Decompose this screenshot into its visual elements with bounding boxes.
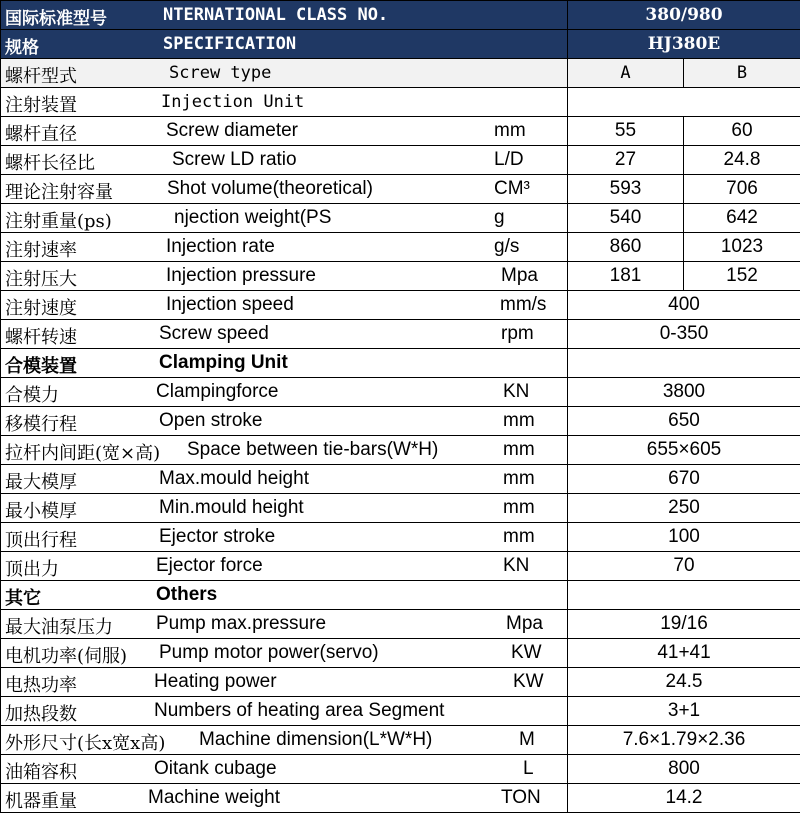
row-zh: 顶出力 — [5, 559, 59, 580]
row-label-cell — [1, 494, 568, 523]
row-en: Space between tie-bars(W*H) — [187, 439, 439, 460]
row-label-cell — [1, 146, 568, 175]
row-unit: L — [523, 758, 534, 779]
row-zh: 注射速率 — [5, 240, 77, 261]
class-value: 380/980 — [568, 1, 800, 30]
row-value-b: 60 — [684, 117, 800, 146]
header-spec-label-cell — [1, 30, 568, 59]
header-spec-row — [1, 30, 800, 59]
row-zh: 加热段数 — [5, 704, 77, 725]
row-label-cell — [1, 639, 568, 668]
row-unit: M — [519, 729, 535, 750]
clamping-unit-heading-row — [1, 349, 800, 378]
row-unit: KW — [511, 642, 542, 663]
row-zh: 注射压大 — [5, 269, 77, 290]
row-unit: mm — [503, 497, 535, 518]
row-label-cell — [1, 262, 568, 291]
row-zh: 螺杆长径比 — [5, 153, 95, 174]
row-value: 0-350 — [568, 320, 800, 349]
table-row — [1, 494, 800, 523]
row-unit: CM³ — [494, 178, 530, 199]
clamping-unit-empty-cell — [568, 349, 800, 378]
injection-unit-zh: 注射装置 — [5, 95, 77, 116]
table-row — [1, 436, 800, 465]
row-value: 670 — [568, 465, 800, 494]
row-en: njection weight(PS — [174, 207, 332, 228]
screw-type-label-cell — [1, 59, 568, 88]
row-en: Min.mould height — [159, 497, 304, 518]
class-en: NTERNATIONAL CLASS NO. — [163, 5, 389, 25]
row-label-cell — [1, 175, 568, 204]
row-value-b: 1023 — [684, 233, 800, 262]
table-row — [1, 117, 800, 146]
table-row — [1, 378, 800, 407]
table-row — [1, 639, 800, 668]
row-value: 655×605 — [568, 436, 800, 465]
row-value: 3+1 — [568, 697, 800, 726]
clamping-unit-zh: 合模装置 — [5, 356, 77, 377]
row-unit: g — [494, 207, 505, 228]
table-row — [1, 320, 800, 349]
screw-type-zh: 螺杆型式 — [5, 66, 77, 87]
table-row — [1, 233, 800, 262]
others-empty-cell — [568, 581, 800, 610]
row-label-cell — [1, 320, 568, 349]
row-value-b: 642 — [684, 204, 800, 233]
table-row — [1, 262, 800, 291]
row-zh: 油箱容积 — [5, 762, 77, 783]
row-en: Injection rate — [166, 236, 275, 257]
others-en: Others — [156, 584, 218, 605]
row-label-cell — [1, 233, 568, 262]
row-zh: 螺杆转速 — [5, 327, 77, 348]
injection-unit-label-cell — [1, 88, 568, 117]
row-label-cell — [1, 465, 568, 494]
row-label-cell — [1, 436, 568, 465]
table-row — [1, 552, 800, 581]
screw-type-row — [1, 59, 800, 88]
row-en: Screw LD ratio — [172, 149, 297, 170]
row-unit: Mpa — [506, 613, 543, 634]
injection-unit-heading-row — [1, 88, 800, 117]
row-en: Clampingforce — [156, 381, 279, 402]
table-row — [1, 465, 800, 494]
row-value-a: 55 — [568, 117, 684, 146]
table-row — [1, 697, 800, 726]
row-en: Open stroke — [159, 410, 263, 431]
row-unit: KW — [513, 671, 544, 692]
row-zh: 注射速度 — [5, 298, 77, 319]
row-value: 19/16 — [568, 610, 800, 639]
row-unit: TON — [501, 787, 541, 808]
row-en: Injection pressure — [166, 265, 316, 286]
spec-en: SPECIFICATION — [163, 34, 297, 54]
row-en: Shot volume(theoretical) — [167, 178, 373, 199]
row-unit: mm — [494, 120, 526, 141]
table-row — [1, 175, 800, 204]
row-zh: 电热功率 — [5, 675, 77, 696]
row-en: Numbers of heating area Segment — [154, 700, 445, 721]
table-row — [1, 407, 800, 436]
row-zh: 移模行程 — [5, 414, 77, 435]
row-value: 41+41 — [568, 639, 800, 668]
row-unit: KN — [503, 555, 530, 576]
row-value: 400 — [568, 291, 800, 320]
row-en: Machine weight — [148, 787, 281, 808]
table-row — [1, 523, 800, 552]
injection-unit-empty-cell — [568, 88, 800, 117]
row-en: Screw speed — [159, 323, 269, 344]
row-zh: 电机功率(伺服) — [5, 646, 128, 667]
row-zh: 拉杆内间距(宽×高) — [5, 443, 161, 464]
row-en: Ejector stroke — [159, 526, 276, 547]
screw-type-en: Screw type — [169, 63, 272, 83]
table-row — [1, 755, 800, 784]
screw-type-b: B — [684, 59, 800, 88]
class-zh: 国际标准型号 — [5, 9, 107, 29]
row-label-cell — [1, 378, 568, 407]
row-en: Machine dimension(L*W*H) — [199, 729, 433, 750]
row-value-b: 152 — [684, 262, 800, 291]
row-en: Pump max.pressure — [156, 613, 327, 634]
row-value-a: 593 — [568, 175, 684, 204]
row-label-cell — [1, 407, 568, 436]
row-en: Max.mould height — [159, 468, 309, 489]
row-label-cell — [1, 784, 568, 813]
clamping-unit-label-cell — [1, 349, 568, 378]
row-label-cell — [1, 291, 568, 320]
row-value: 70 — [568, 552, 800, 581]
row-label-cell — [1, 204, 568, 233]
row-value-a: 860 — [568, 233, 684, 262]
row-zh: 机器重量 — [5, 791, 77, 812]
screw-type-a: A — [568, 59, 684, 88]
row-unit: mm — [503, 526, 535, 547]
row-value-a: 27 — [568, 146, 684, 175]
row-value: 650 — [568, 407, 800, 436]
row-value-b: 706 — [684, 175, 800, 204]
row-en: Oitank cubage — [154, 758, 277, 779]
row-zh: 最小模厚 — [5, 501, 77, 522]
table-row — [1, 610, 800, 639]
injection-unit-en: Injection Unit — [161, 92, 305, 112]
row-value-a: 181 — [568, 262, 684, 291]
row-value-a: 540 — [568, 204, 684, 233]
row-value: 800 — [568, 755, 800, 784]
clamping-unit-en: Clamping Unit — [159, 352, 288, 373]
spec-zh: 规格 — [5, 38, 39, 58]
row-unit: mm — [503, 468, 535, 489]
row-value: 7.6×1.79×2.36 — [568, 726, 800, 755]
row-value: 24.5 — [568, 668, 800, 697]
table-row — [1, 784, 800, 813]
row-label-cell — [1, 117, 568, 146]
others-zh: 其它 — [5, 588, 41, 609]
row-label-cell — [1, 523, 568, 552]
header-class-row — [1, 1, 800, 30]
row-unit: mm — [503, 439, 535, 460]
row-unit: Mpa — [501, 265, 538, 286]
row-label-cell — [1, 610, 568, 639]
row-unit: g/s — [494, 236, 520, 257]
table-row — [1, 204, 800, 233]
row-label-cell — [1, 697, 568, 726]
row-unit: KN — [503, 381, 530, 402]
row-value-b: 24.8 — [684, 146, 800, 175]
row-unit: mm — [503, 410, 535, 431]
row-value: 100 — [568, 523, 800, 552]
row-unit: L/D — [494, 149, 524, 170]
row-zh: 理论注射容量 — [5, 182, 113, 203]
row-zh: 顶出行程 — [5, 530, 77, 551]
row-unit: mm/s — [500, 294, 547, 315]
row-zh: 最大油泵压力 — [5, 617, 113, 638]
spec-value: HJ380E — [568, 30, 800, 59]
row-value: 3800 — [568, 378, 800, 407]
row-unit: rpm — [501, 323, 534, 344]
table-row — [1, 291, 800, 320]
table-row — [1, 146, 800, 175]
header-class-label-cell — [1, 1, 568, 30]
row-value: 250 — [568, 494, 800, 523]
row-label-cell — [1, 726, 568, 755]
row-zh: 螺杆直径 — [5, 124, 77, 145]
row-label-cell — [1, 552, 568, 581]
table-row — [1, 668, 800, 697]
row-zh: 注射重量(ps) — [5, 211, 112, 232]
row-zh: 最大模厚 — [5, 472, 77, 493]
row-en: Injection speed — [166, 294, 294, 315]
row-en: Pump motor power(servo) — [159, 642, 379, 663]
row-zh: 合模力 — [5, 385, 59, 406]
row-en: Ejector force — [156, 555, 263, 576]
others-heading-row — [1, 581, 800, 610]
row-label-cell — [1, 755, 568, 784]
row-en: Heating power — [154, 671, 277, 692]
table-row — [1, 726, 800, 755]
row-label-cell — [1, 668, 568, 697]
row-en: Screw diameter — [166, 120, 298, 141]
others-label-cell — [1, 581, 568, 610]
row-value: 14.2 — [568, 784, 800, 813]
row-zh: 外形尺寸(长x宽x高) — [5, 733, 166, 754]
